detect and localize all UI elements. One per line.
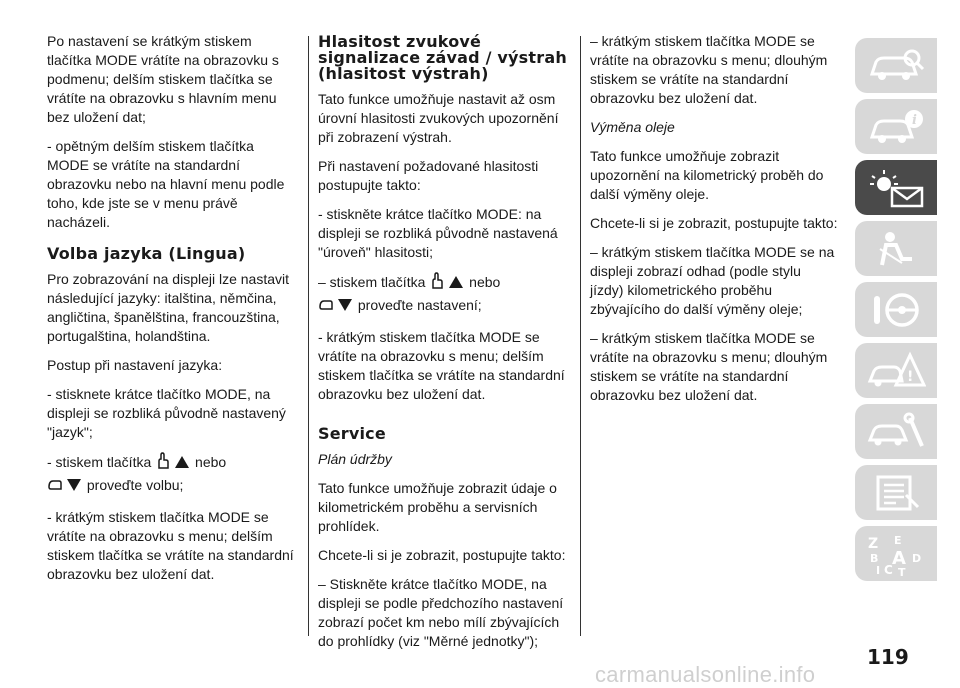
svg-text:!: ! — [907, 368, 914, 385]
hand-press-up-icon — [155, 452, 191, 475]
chapter-tabs — [855, 38, 937, 587]
text: proveďte volbu; — [86, 477, 184, 493]
paragraph: Chcete-li si je zobrazit, postupujte takto: — [318, 547, 566, 563]
paragraph-buttons — [318, 272, 570, 318]
paragraph: Chcete-li si je zobrazit, postupujte takto: — [590, 215, 838, 231]
tab-car-info[interactable] — [855, 99, 937, 154]
paragraph: - stiskněte krátce tlačítko MODE: na displeji se rozbliká původně nastavená "úroveň" hlasitosti; — [318, 206, 558, 260]
paragraph: - krátkým stiskem tlačítka MODE se vrátíte na obrazovku s menu; delším stiskem tlačítka se vrátíte na standardní obrazovku bez uložení dat. — [47, 509, 294, 582]
steering-wheel-key-icon — [866, 290, 926, 330]
page-number: 119 — [867, 645, 909, 669]
tab-car-search[interactable] — [855, 38, 937, 93]
column-2 — [318, 32, 570, 661]
column-separator — [580, 36, 581, 636]
paragraph: – krátkým stiskem tlačítka MODE se vrátíte na obrazovku s menu; dlouhým stiskem se vrátíte na standardní obrazovku bez uložení dat. — [590, 330, 828, 403]
svg-text:A: A — [892, 547, 906, 569]
subheading-oil-change: Výměna oleje — [590, 119, 675, 135]
column-3 — [590, 32, 838, 415]
paragraph: - stisknete krátce tlačítko MODE, na displeji se rozbliká původně nastavený "jazyk"; — [47, 386, 286, 440]
svg-text:i: i — [912, 112, 917, 128]
tab-safety[interactable] — [855, 221, 937, 276]
section-heading-service: Service — [318, 424, 386, 443]
car-info-icon — [866, 107, 926, 147]
svg-text:Z: Z — [868, 535, 879, 552]
svg-text:T: T — [898, 565, 906, 576]
paragraph: – krátkým stiskem tlačítka MODE se na displeji zobrazí odhad (podle stylu jízdy) kilometrického proběhu zbývajícího do další výměny oleje; — [590, 244, 835, 317]
tab-emergency[interactable] — [855, 343, 937, 398]
paragraph: Při nastavení požadované hlasitosti postupujte takto: — [318, 158, 539, 193]
paragraph: - krátkým stiskem tlačítka MODE se vrátíte na obrazovku s menu; delším stiskem tlačítka se vrátíte na standardní obrazovku bez uložení dat. — [318, 329, 565, 402]
car-search-icon — [866, 46, 926, 86]
paragraph: Tato funkce umožňuje zobrazit upozornění na kilometrický proběh do další výměny oleje. — [590, 148, 824, 202]
tab-warning-lights[interactable] — [855, 160, 937, 215]
paragraph-buttons — [47, 452, 299, 498]
specifications-list-icon — [866, 473, 926, 513]
column-separator — [308, 36, 309, 636]
svg-text:D: D — [912, 551, 922, 565]
paragraph: – krátkým stiskem tlačítka MODE se vrátíte na obrazovku s menu; dlouhým stiskem se vrátíte na standardní obrazovku bez uložení dat. — [590, 33, 828, 106]
svg-text:E: E — [894, 533, 902, 547]
section-heading-warning-volume: Hlasitost zvukové signalizace závad / výstrah (hlasitost výstrah) — [318, 32, 567, 83]
watermark: carmanualsonline.info — [595, 662, 816, 687]
svg-text:I: I — [876, 563, 881, 576]
paragraph: – Stiskněte krátce tlačítko MODE, na displeji se podle předchozího nastavení zobrazí počet km nebo mílí zbývajících do prohlídky (viz "Měrné jednotky"); — [318, 576, 564, 649]
tab-specifications[interactable] — [855, 465, 937, 520]
section-heading-language: Volba jazyka (Lingua) — [47, 244, 246, 263]
svg-text:C: C — [884, 562, 893, 576]
text: – stiskem tlačítka — [318, 274, 426, 290]
alphabet-index-icon — [864, 532, 928, 576]
paragraph: Po nastavení se krátkým stiskem tlačítka MODE vrátíte na obrazovku s podmenu; delším stiskem tlačítka se vrátíte na obrazovku s hlavním menu bez uložení dat; — [47, 33, 279, 125]
airbag-seat-icon — [866, 229, 926, 269]
column-1 — [47, 32, 299, 594]
svg-text:B: B — [870, 551, 879, 565]
paragraph: - opětným delším stiskem tlačítka MODE se vrátíte na standardní obrazovku nebo na hlavní menu podle toho, kde jste se v menu právě nacházeli. — [47, 138, 285, 230]
paragraph: Tato funkce umožňuje nastavit až osm úrovní hlasitosti zvukových upozornění při zobrazení výstrah. — [318, 91, 559, 145]
hand-press-down-icon — [318, 295, 354, 318]
paragraph: Tato funkce umožňuje zobrazit údaje o kilometrickém proběhu a servisních prohlídek. — [318, 480, 557, 534]
text: - stiskem tlačítka — [47, 454, 152, 470]
car-wrench-icon — [866, 412, 926, 452]
text: proveďte nastavení; — [357, 297, 482, 313]
warning-light-envelope-icon — [864, 166, 928, 210]
text: nebo — [469, 274, 501, 290]
tab-index[interactable] — [855, 526, 937, 581]
tab-starting-driving[interactable] — [855, 282, 937, 337]
hand-press-down-icon — [47, 475, 83, 498]
paragraph: Pro zobrazování na displeji lze nastavit následující jazyky: italština, němčina, angličtina, španělština, francouzština, portugalština, holandština. — [47, 271, 290, 344]
subheading-maintenance: Plán údržby — [318, 451, 392, 467]
paragraph: Postup při nastavení jazyka: — [47, 357, 223, 373]
tab-maintenance[interactable] — [855, 404, 937, 459]
text: nebo — [195, 454, 227, 470]
hand-press-up-icon — [429, 272, 465, 295]
car-warning-triangle-icon — [866, 351, 926, 391]
